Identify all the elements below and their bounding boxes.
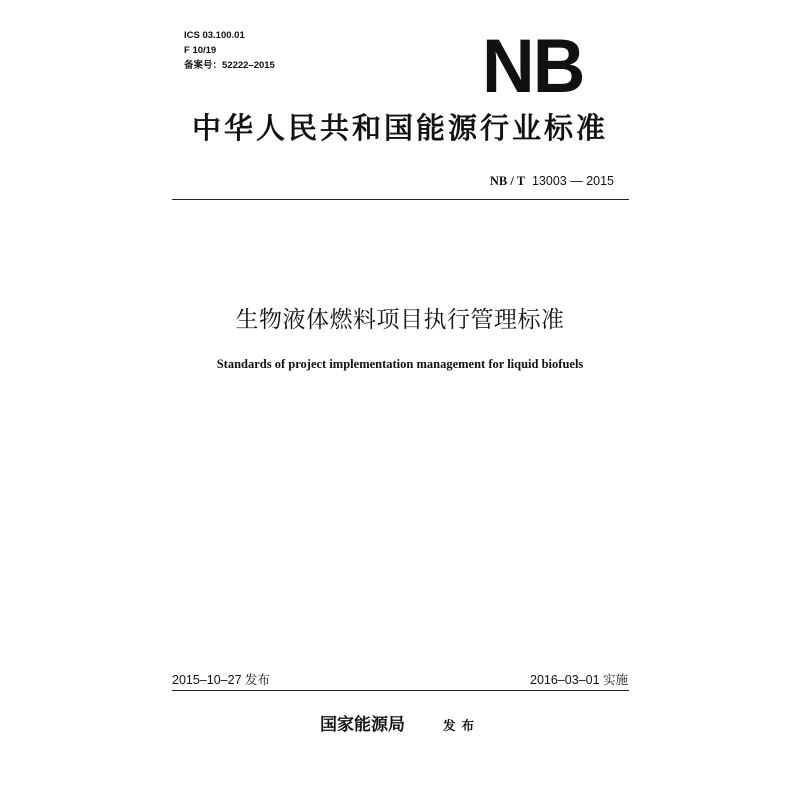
document-title-cn: 生物液体燃料项目执行管理标准 bbox=[235, 307, 565, 333]
filing-number: 备案号：52222–2015 bbox=[184, 60, 275, 71]
implementation-date: 2016–03–01 实施 bbox=[530, 673, 628, 687]
classification-code: F 10/19 bbox=[184, 45, 217, 56]
publish-label: 发布 bbox=[443, 718, 481, 733]
industry-standard-title: 中华人民共和国能源行业标准 bbox=[191, 111, 608, 145]
bottom-divider bbox=[172, 690, 629, 691]
publisher-name: 国家能源局 bbox=[320, 715, 405, 735]
standard-prefix: NB / T bbox=[489, 174, 526, 188]
top-divider bbox=[172, 199, 629, 200]
ics-code: ICS 03.100.01 bbox=[184, 30, 245, 41]
standard-number bbox=[490, 172, 614, 190]
nb-logo: NB bbox=[482, 24, 584, 109]
issue-date: 2015–10–27 发布 bbox=[172, 673, 270, 687]
standard-code: 13003 — 2015 bbox=[531, 174, 614, 188]
classification-block bbox=[184, 28, 275, 73]
document-title-en: Standards of project implementation management for liquid biofuels bbox=[216, 357, 584, 371]
